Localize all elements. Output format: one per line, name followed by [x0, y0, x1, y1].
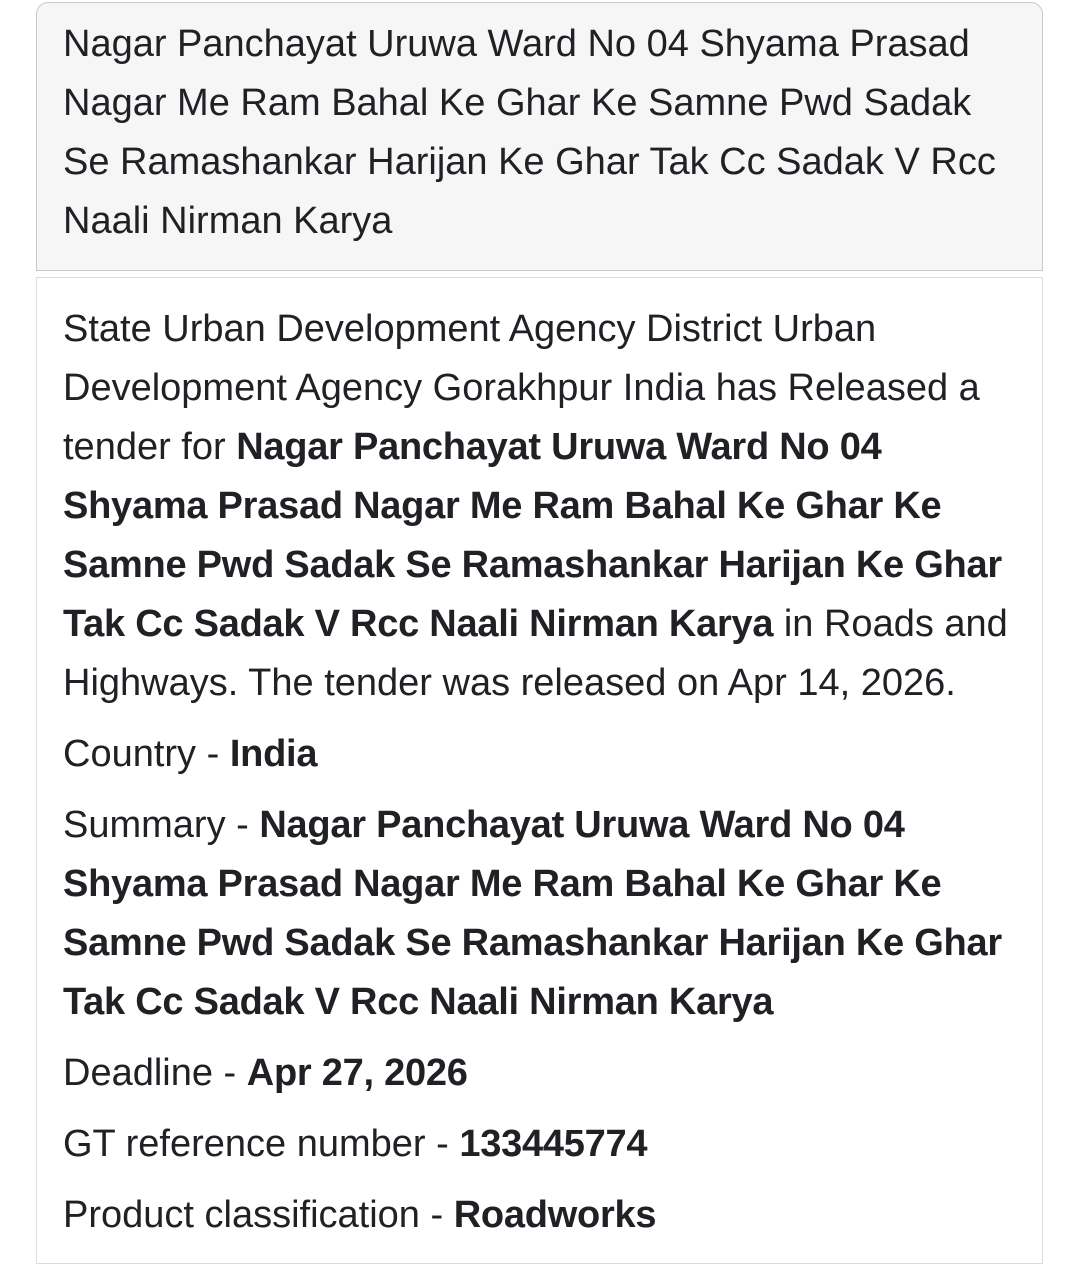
field-summary-value: Nagar Panchayat Uruwa Ward No 04 Shyama Prasad Nagar Me Ram Bahal Ke Ghar Ke Samne Pwd Sadak Se Ramashankar Harijan Ke Ghar Tak Cc Sadak V Rcc Naali Nirman Karya: [63, 804, 1002, 1023]
field-deadline-value: Apr 27, 2026: [246, 1052, 468, 1094]
tender-title-card: [36, 2, 1043, 271]
field-deadline: [63, 1044, 1026, 1103]
field-gt-reference-number-value: 133445774: [459, 1123, 648, 1165]
field-gt-reference-number: [63, 1115, 1026, 1174]
field-product-classification-value: Roadworks: [453, 1194, 657, 1236]
field-country-value: India: [229, 733, 318, 775]
field-gt-reference-number-label: GT reference number -: [63, 1123, 460, 1165]
tender-title: Nagar Panchayat Uruwa Ward No 04 Shyama Prasad Nagar Me Ram Bahal Ke Ghar Ke Samne Pwd Sadak Se Ramashankar Harijan Ke Ghar Tak Cc Sadak V Rcc Naali Nirman Karya: [63, 23, 996, 242]
description-tender-title: Nagar Panchayat Uruwa Ward No 04 Shyama Prasad Nagar Me Ram Bahal Ke Ghar Ke Samne Pwd Sadak Se Ramashankar Harijan Ke Ghar Tak Cc Sadak V Rcc Naali Nirman Karya: [63, 426, 1002, 645]
field-country: [63, 725, 1026, 784]
description-intro: State Urban Development Agency District Urban Development Agency Gorakhpur India has Released a tender for: [63, 308, 980, 468]
field-country-label: Country -: [63, 733, 230, 775]
field-summary: [63, 796, 1026, 1032]
tender-detail-card: [36, 277, 1043, 1264]
tender-description: [63, 300, 1026, 713]
field-deadline-label: Deadline -: [63, 1052, 247, 1094]
field-summary-label: Summary -: [63, 804, 260, 846]
field-product-classification: [63, 1186, 1026, 1245]
description-suffix: in Roads and Highways. The tender was released on Apr 14, 2026.: [63, 603, 1008, 704]
field-product-classification-label: Product classification -: [63, 1194, 454, 1236]
